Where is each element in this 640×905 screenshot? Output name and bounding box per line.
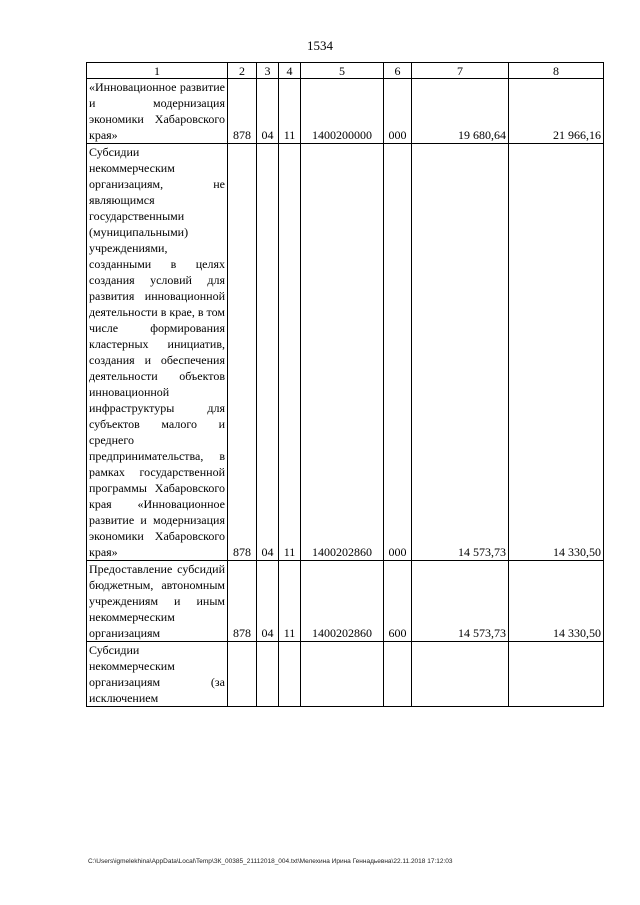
row-sum-1: 19 680,64 bbox=[412, 79, 509, 144]
row-csr: 1400200000 bbox=[301, 79, 384, 144]
row-rz bbox=[257, 642, 279, 707]
row-vr: 600 bbox=[384, 561, 412, 642]
row-sum-1 bbox=[412, 642, 509, 707]
row-grbs: 878 bbox=[228, 144, 257, 561]
row-pr: 11 bbox=[279, 144, 301, 561]
row-vr bbox=[384, 642, 412, 707]
row-sum-2: 14 330,50 bbox=[509, 144, 604, 561]
row-sum-2 bbox=[509, 642, 604, 707]
row-grbs bbox=[228, 642, 257, 707]
row-pr: 11 bbox=[279, 79, 301, 144]
row-sum-2: 21 966,16 bbox=[509, 79, 604, 144]
col-header-vr: 6 bbox=[384, 63, 412, 79]
row-name: Предоставление субсидий бюджетным, автономным учреждениям и иным некоммерческим организациям bbox=[87, 561, 228, 642]
file-path-footer: C:\Users\igmelekhina\AppData\Local\Temp\ЗК_00385_21112018_004.txt\Мелехина Ирина Геннадьевна\22.11.2018 17:12:03 bbox=[88, 858, 453, 865]
row-rz: 04 bbox=[257, 144, 279, 561]
col-header-grbs: 2 bbox=[228, 63, 257, 79]
page-number: 1534 bbox=[307, 38, 333, 53]
row-rz: 04 bbox=[257, 561, 279, 642]
table-row bbox=[87, 642, 604, 707]
budget-table bbox=[86, 62, 604, 707]
col-header-name: 1 bbox=[87, 63, 228, 79]
row-csr: 1400202860 bbox=[301, 561, 384, 642]
table-row bbox=[87, 79, 604, 144]
row-name: «Инновационное развитие и модернизация экономики Хабаровского края» bbox=[87, 79, 228, 144]
row-csr: 1400202860 bbox=[301, 144, 384, 561]
col-header-sum-2: 8 bbox=[509, 63, 604, 79]
col-header-rz: 3 bbox=[257, 63, 279, 79]
row-rz: 04 bbox=[257, 79, 279, 144]
row-csr bbox=[301, 642, 384, 707]
row-sum-1: 14 573,73 bbox=[412, 561, 509, 642]
row-name: Субсидии некоммерческим организациям, не являющимся государственными (муниципальными) учреждениями, созданными в целях создания условий для развития инновационной деятельности в крае, в том числе формирования кластерных инициатив, создания и обеспечения деятельности объектов инновационной инфраструктуры для субъектов малого и среднего предпринимательства, в рамках государственной программы Хабаровского края «Инновационное развитие и модернизация экономики Хабаровского края» bbox=[87, 144, 228, 561]
table-row bbox=[87, 561, 604, 642]
header-row bbox=[87, 63, 604, 79]
row-vr: 000 bbox=[384, 144, 412, 561]
row-pr bbox=[279, 642, 301, 707]
row-vr: 000 bbox=[384, 79, 412, 144]
row-grbs: 878 bbox=[228, 561, 257, 642]
row-sum-2: 14 330,50 bbox=[509, 561, 604, 642]
row-grbs: 878 bbox=[228, 79, 257, 144]
row-pr: 11 bbox=[279, 561, 301, 642]
col-header-pr: 4 bbox=[279, 63, 301, 79]
row-sum-1: 14 573,73 bbox=[412, 144, 509, 561]
col-header-csr: 5 bbox=[301, 63, 384, 79]
row-name: Субсидии некоммерческим организациям (за исключением bbox=[87, 642, 228, 707]
col-header-sum-1: 7 bbox=[412, 63, 509, 79]
table-row bbox=[87, 144, 604, 561]
